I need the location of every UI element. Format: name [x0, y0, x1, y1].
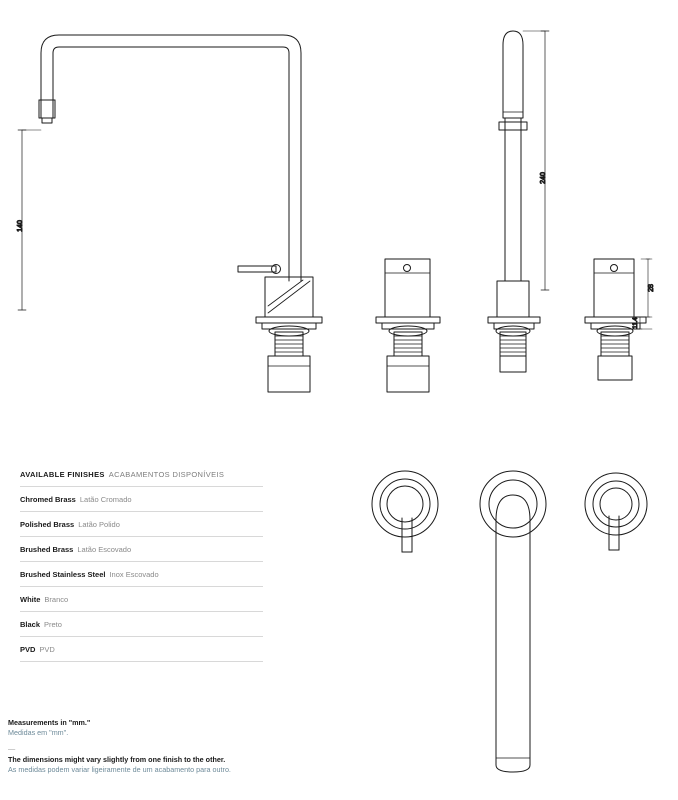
variance-note — [8, 755, 338, 774]
dimension-label-11-4: 11.4 — [633, 317, 639, 329]
top-view-spout — [480, 471, 546, 772]
dimension-label-28: 28 — [648, 284, 655, 292]
dimension-label-140: 140 — [17, 220, 24, 232]
dimension-140 — [18, 130, 262, 310]
top-view-valve-left — [372, 471, 438, 552]
finish-name-en: Brushed Brass — [20, 544, 74, 554]
finish-row — [20, 487, 263, 512]
dimension-label-240: 240 — [540, 172, 547, 184]
measurements-note-en: Measurements in "mm." — [8, 718, 91, 727]
finish-row — [20, 537, 263, 562]
top-view-valve-right — [585, 473, 647, 550]
finishes-header-pt: ACABAMENTOS DISPONÍVEIS — [108, 470, 225, 479]
finish-name-en: Polished Brass — [20, 519, 75, 529]
dimension-small-group — [638, 259, 652, 329]
measurements-note — [8, 718, 338, 737]
finish-row — [20, 637, 263, 662]
finish-name-en: Brushed Stainless Steel — [20, 569, 106, 579]
finish-row — [20, 512, 263, 537]
finish-name-pt: Branco — [44, 594, 69, 604]
finish-row — [20, 587, 263, 612]
finish-name-pt: Latão Escovado — [77, 544, 132, 554]
finishes-table-header — [20, 470, 263, 487]
front-view-body — [238, 265, 322, 393]
notes-block — [8, 718, 338, 784]
finish-name-pt: Inox Escovado — [109, 569, 159, 579]
front-view-valve-left — [376, 259, 440, 392]
variance-note-pt: As medidas podem variar ligeiramente de um acabamento para outro. — [8, 765, 231, 775]
finishes-header-en: AVAILABLE FINISHES — [20, 470, 105, 479]
finish-name-en: Black — [20, 619, 41, 629]
finish-name-en: PVD — [20, 644, 36, 654]
finish-name-en: White — [20, 594, 41, 604]
finish-name-pt: Latão Cromado — [79, 494, 132, 504]
notes-separator: — — [8, 744, 16, 754]
finish-name-pt: Preto — [44, 619, 62, 629]
variance-note-en: The dimensions might vary slightly from one finish to the other. — [8, 755, 226, 765]
available-finishes-table — [20, 470, 263, 662]
finish-name-en: Chromed Brass — [20, 494, 76, 504]
side-view-spout — [488, 31, 540, 372]
finish-name-pt: PVD — [39, 644, 55, 654]
finish-name-pt: Latão Polido — [78, 519, 120, 529]
dimension-240 — [523, 31, 549, 290]
front-view-spout — [39, 35, 301, 281]
measurements-note-pt: Medidas em "mm". — [8, 727, 69, 737]
finish-row — [20, 562, 263, 587]
finish-row — [20, 612, 263, 637]
